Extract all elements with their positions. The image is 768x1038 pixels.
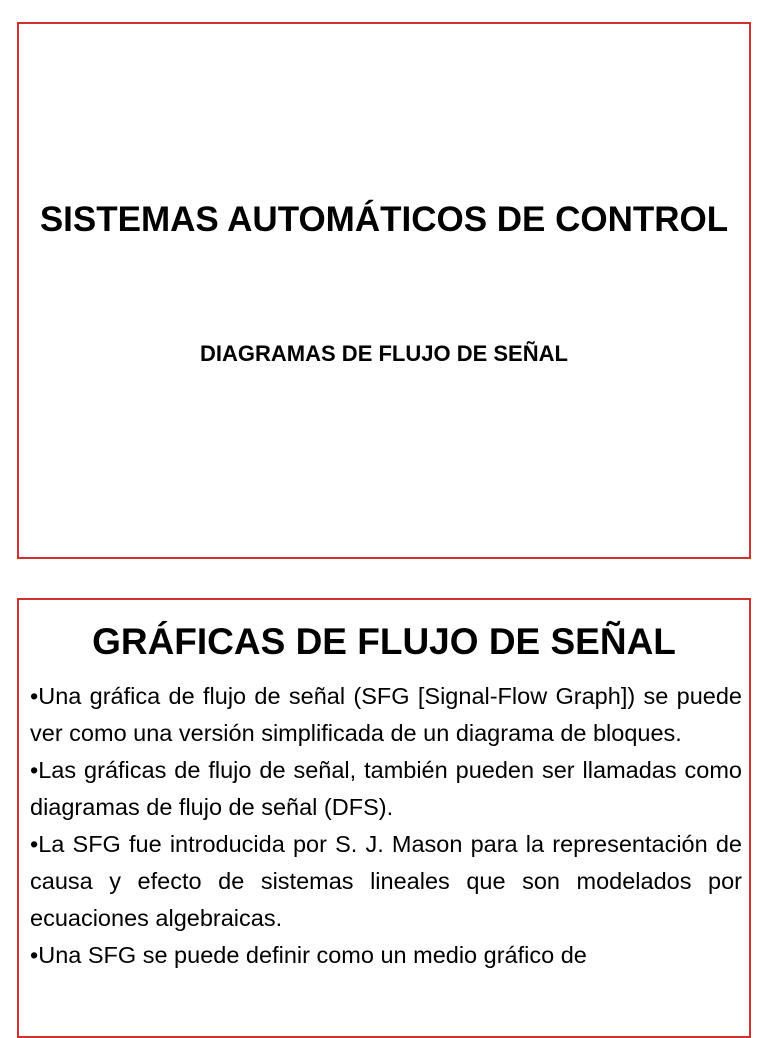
bullet-item: •La SFG fue introducida por S. J. Mason para la representación de causa y efecto de sistemas lineales que son modelados por ecuaciones algebraicas. [30, 831, 742, 931]
content-slide-title: GRÁFICAS DE FLUJO DE SEÑAL [92, 621, 676, 662]
slide-title: SISTEMAS AUTOMÁTICOS DE CONTROL [39, 200, 729, 239]
bullet-item: •Una SFG se puede definir como un medio gráfico de [30, 942, 587, 968]
bullet-item: •Las gráficas de flujo de señal, también pueden ser llamadas como diagramas de flujo de señal (DFS). [30, 757, 742, 820]
content-slide [17, 598, 751, 1038]
slide-subtitle: DIAGRAMAS DE FLUJO DE SEÑAL [200, 341, 568, 366]
title-slide [17, 22, 751, 559]
bullet-list [19, 678, 749, 974]
bullet-item: •Una gráfica de flujo de señal (SFG [Signal-Flow Graph]) se puede ver como una versión simplificada de un diagrama de bloques. [30, 683, 742, 746]
